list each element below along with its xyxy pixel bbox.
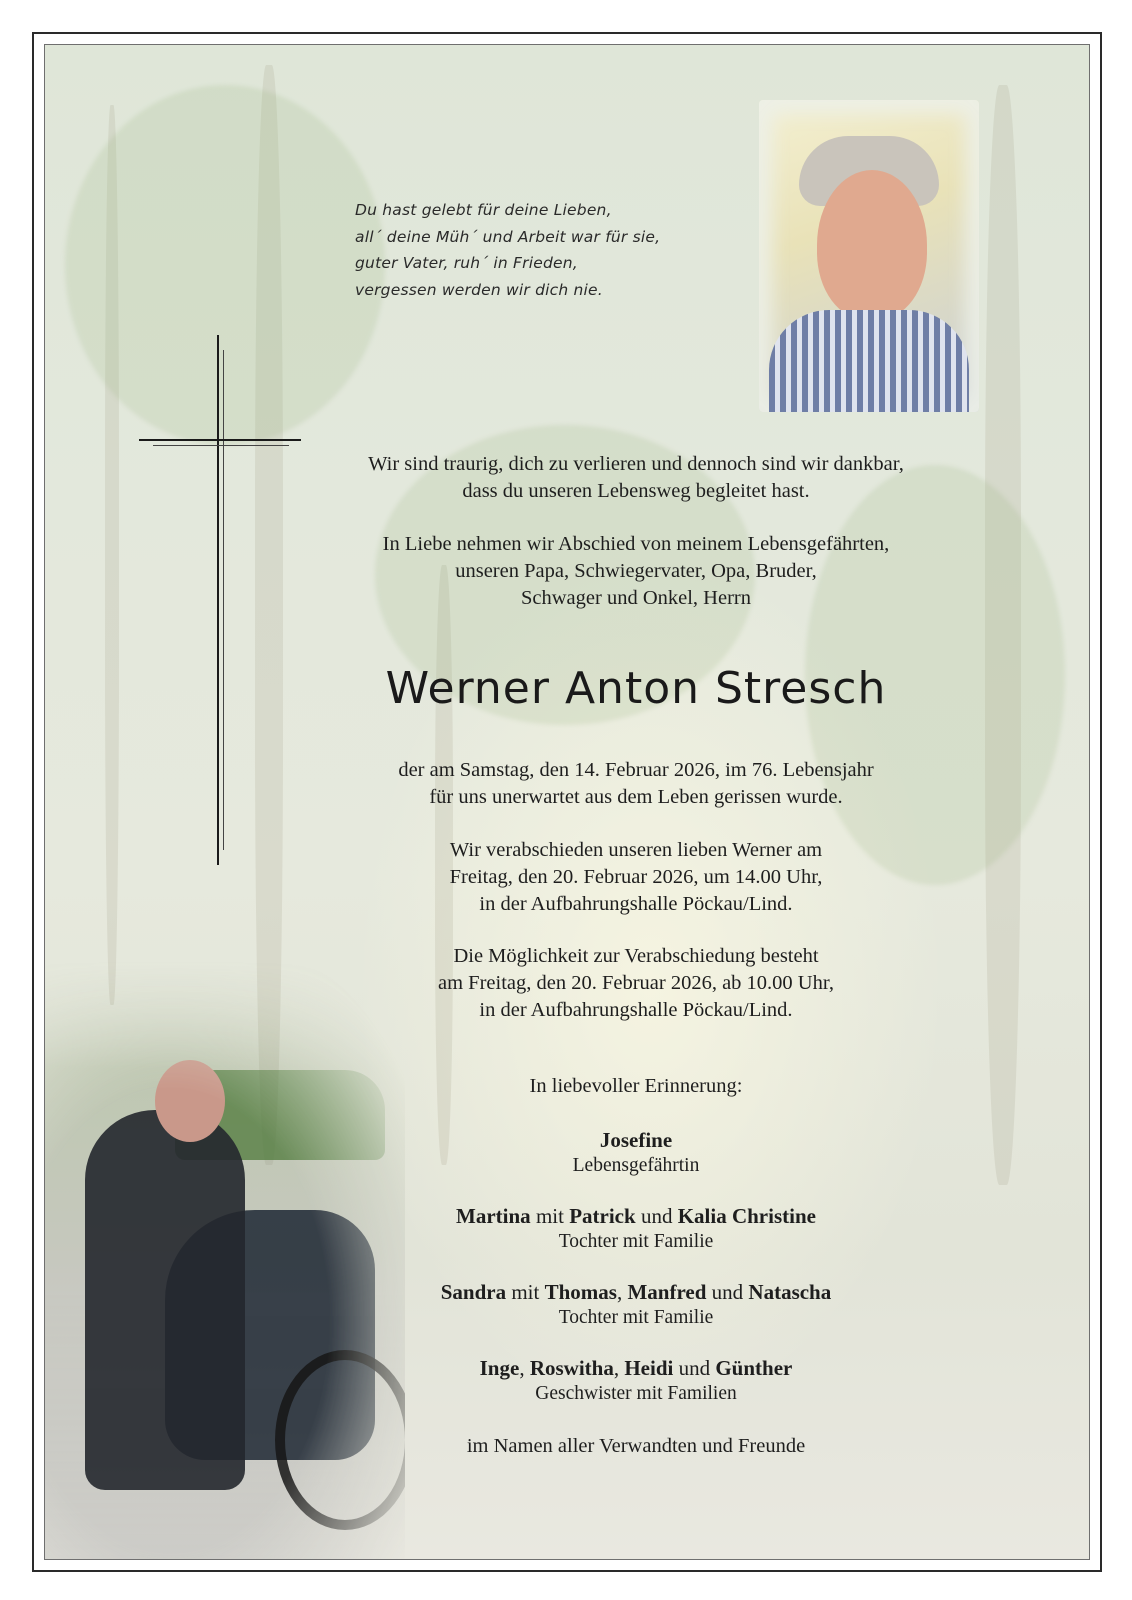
mourner-entry <box>341 1127 931 1179</box>
name-joiner: und <box>706 1280 749 1304</box>
name-joiner: mit <box>530 1204 570 1228</box>
mourner-name: Patrick <box>569 1204 636 1228</box>
viewing-line: Die Möglichkeit zur Verabschiedung besteht <box>453 945 819 967</box>
mourner-entry <box>341 1355 931 1407</box>
death-line: der am Samstag, den 14. Februar 2026, im 76. Lebensjahr <box>398 759 874 781</box>
mourner-relation: Tochter mit Familie <box>558 1307 714 1328</box>
name-joiner: , <box>519 1356 530 1380</box>
name-joiner: und <box>635 1204 678 1228</box>
name-joiner: , <box>616 1280 628 1304</box>
mourner-name: Thomas <box>544 1280 617 1304</box>
mourner-relation: Tochter mit Familie <box>558 1231 714 1252</box>
intro-line: dass du unseren Lebensweg begleitet hast. <box>462 480 810 502</box>
intro-line: Wir sind traurig, dich zu verlieren und dennoch sind wir dankbar, <box>368 453 904 475</box>
motorcycle-photo <box>45 960 405 1560</box>
funeral-line: Wir verabschieden unseren lieben Werner am <box>449 839 823 861</box>
mourner-name: Heidi <box>624 1356 674 1380</box>
closing-line: im Namen aller Verwandten und Freunde <box>466 1435 806 1457</box>
funeral-info <box>341 837 931 918</box>
mourner-name: Kalia Christine <box>677 1204 816 1228</box>
mourner-entry <box>341 1279 931 1331</box>
background-foliage <box>65 85 385 445</box>
farewell-line: Schwager und Onkel, Herrn <box>521 587 751 609</box>
obituary-card <box>44 44 1090 1560</box>
viewing-line: in der Aufbahrungshalle Pöckau/Lind. <box>479 999 793 1021</box>
viewing-line: am Freitag, den 20. Februar 2026, ab 10.00 Uhr, <box>438 972 834 994</box>
farewell-line: unseren Papa, Schwiegervater, Opa, Bruder, <box>455 560 817 582</box>
mourner-name: Manfred <box>627 1280 707 1304</box>
poem-line: Du hast gelebt für deine Lieben, <box>355 201 612 219</box>
mourner-name: Natascha <box>748 1280 832 1304</box>
farewell-text <box>341 531 931 612</box>
poem <box>355 197 775 303</box>
mourner-name: Martina <box>456 1204 531 1228</box>
poem-line: vergessen werden wir dich nie. <box>355 280 603 299</box>
farewell-line: In Liebe nehmen wir Abschied von meinem Lebensgefährten, <box>382 533 890 555</box>
funeral-line: in der Aufbahrungshalle Pöckau/Lind. <box>479 893 793 915</box>
name-joiner: und <box>673 1356 716 1380</box>
mourner-name: Roswitha <box>529 1356 614 1380</box>
mourner-entry <box>341 1203 931 1255</box>
name-joiner: mit <box>506 1280 545 1304</box>
funeral-line: Freitag, den 20. Februar 2026, um 14.00 Uhr, <box>449 866 823 888</box>
death-line: für uns unerwartet aus dem Leben gerissen wurde. <box>429 786 843 808</box>
deceased-name: Werner Anton Stresch <box>385 663 887 714</box>
mourner-name: Sandra <box>440 1280 507 1304</box>
mourner-name: Josefine <box>599 1128 673 1152</box>
memory-heading: In liebevoller Erinnerung: <box>529 1075 743 1097</box>
portrait-photo <box>759 100 979 412</box>
mourner-relation: Geschwister mit Familien <box>535 1383 737 1404</box>
poem-line: all´ deine Müh´ und Arbeit war für sie, <box>355 227 661 246</box>
name-joiner: , <box>613 1356 625 1380</box>
viewing-info <box>341 943 931 1024</box>
death-notice <box>341 757 931 811</box>
intro-text <box>341 451 931 505</box>
mourner-name: Günther <box>715 1356 793 1380</box>
poem-line: guter Vater, ruh´ in Frieden, <box>355 254 578 272</box>
mourner-relation: Lebensgefährtin <box>572 1155 700 1176</box>
mourner-name: Inge <box>479 1356 520 1380</box>
